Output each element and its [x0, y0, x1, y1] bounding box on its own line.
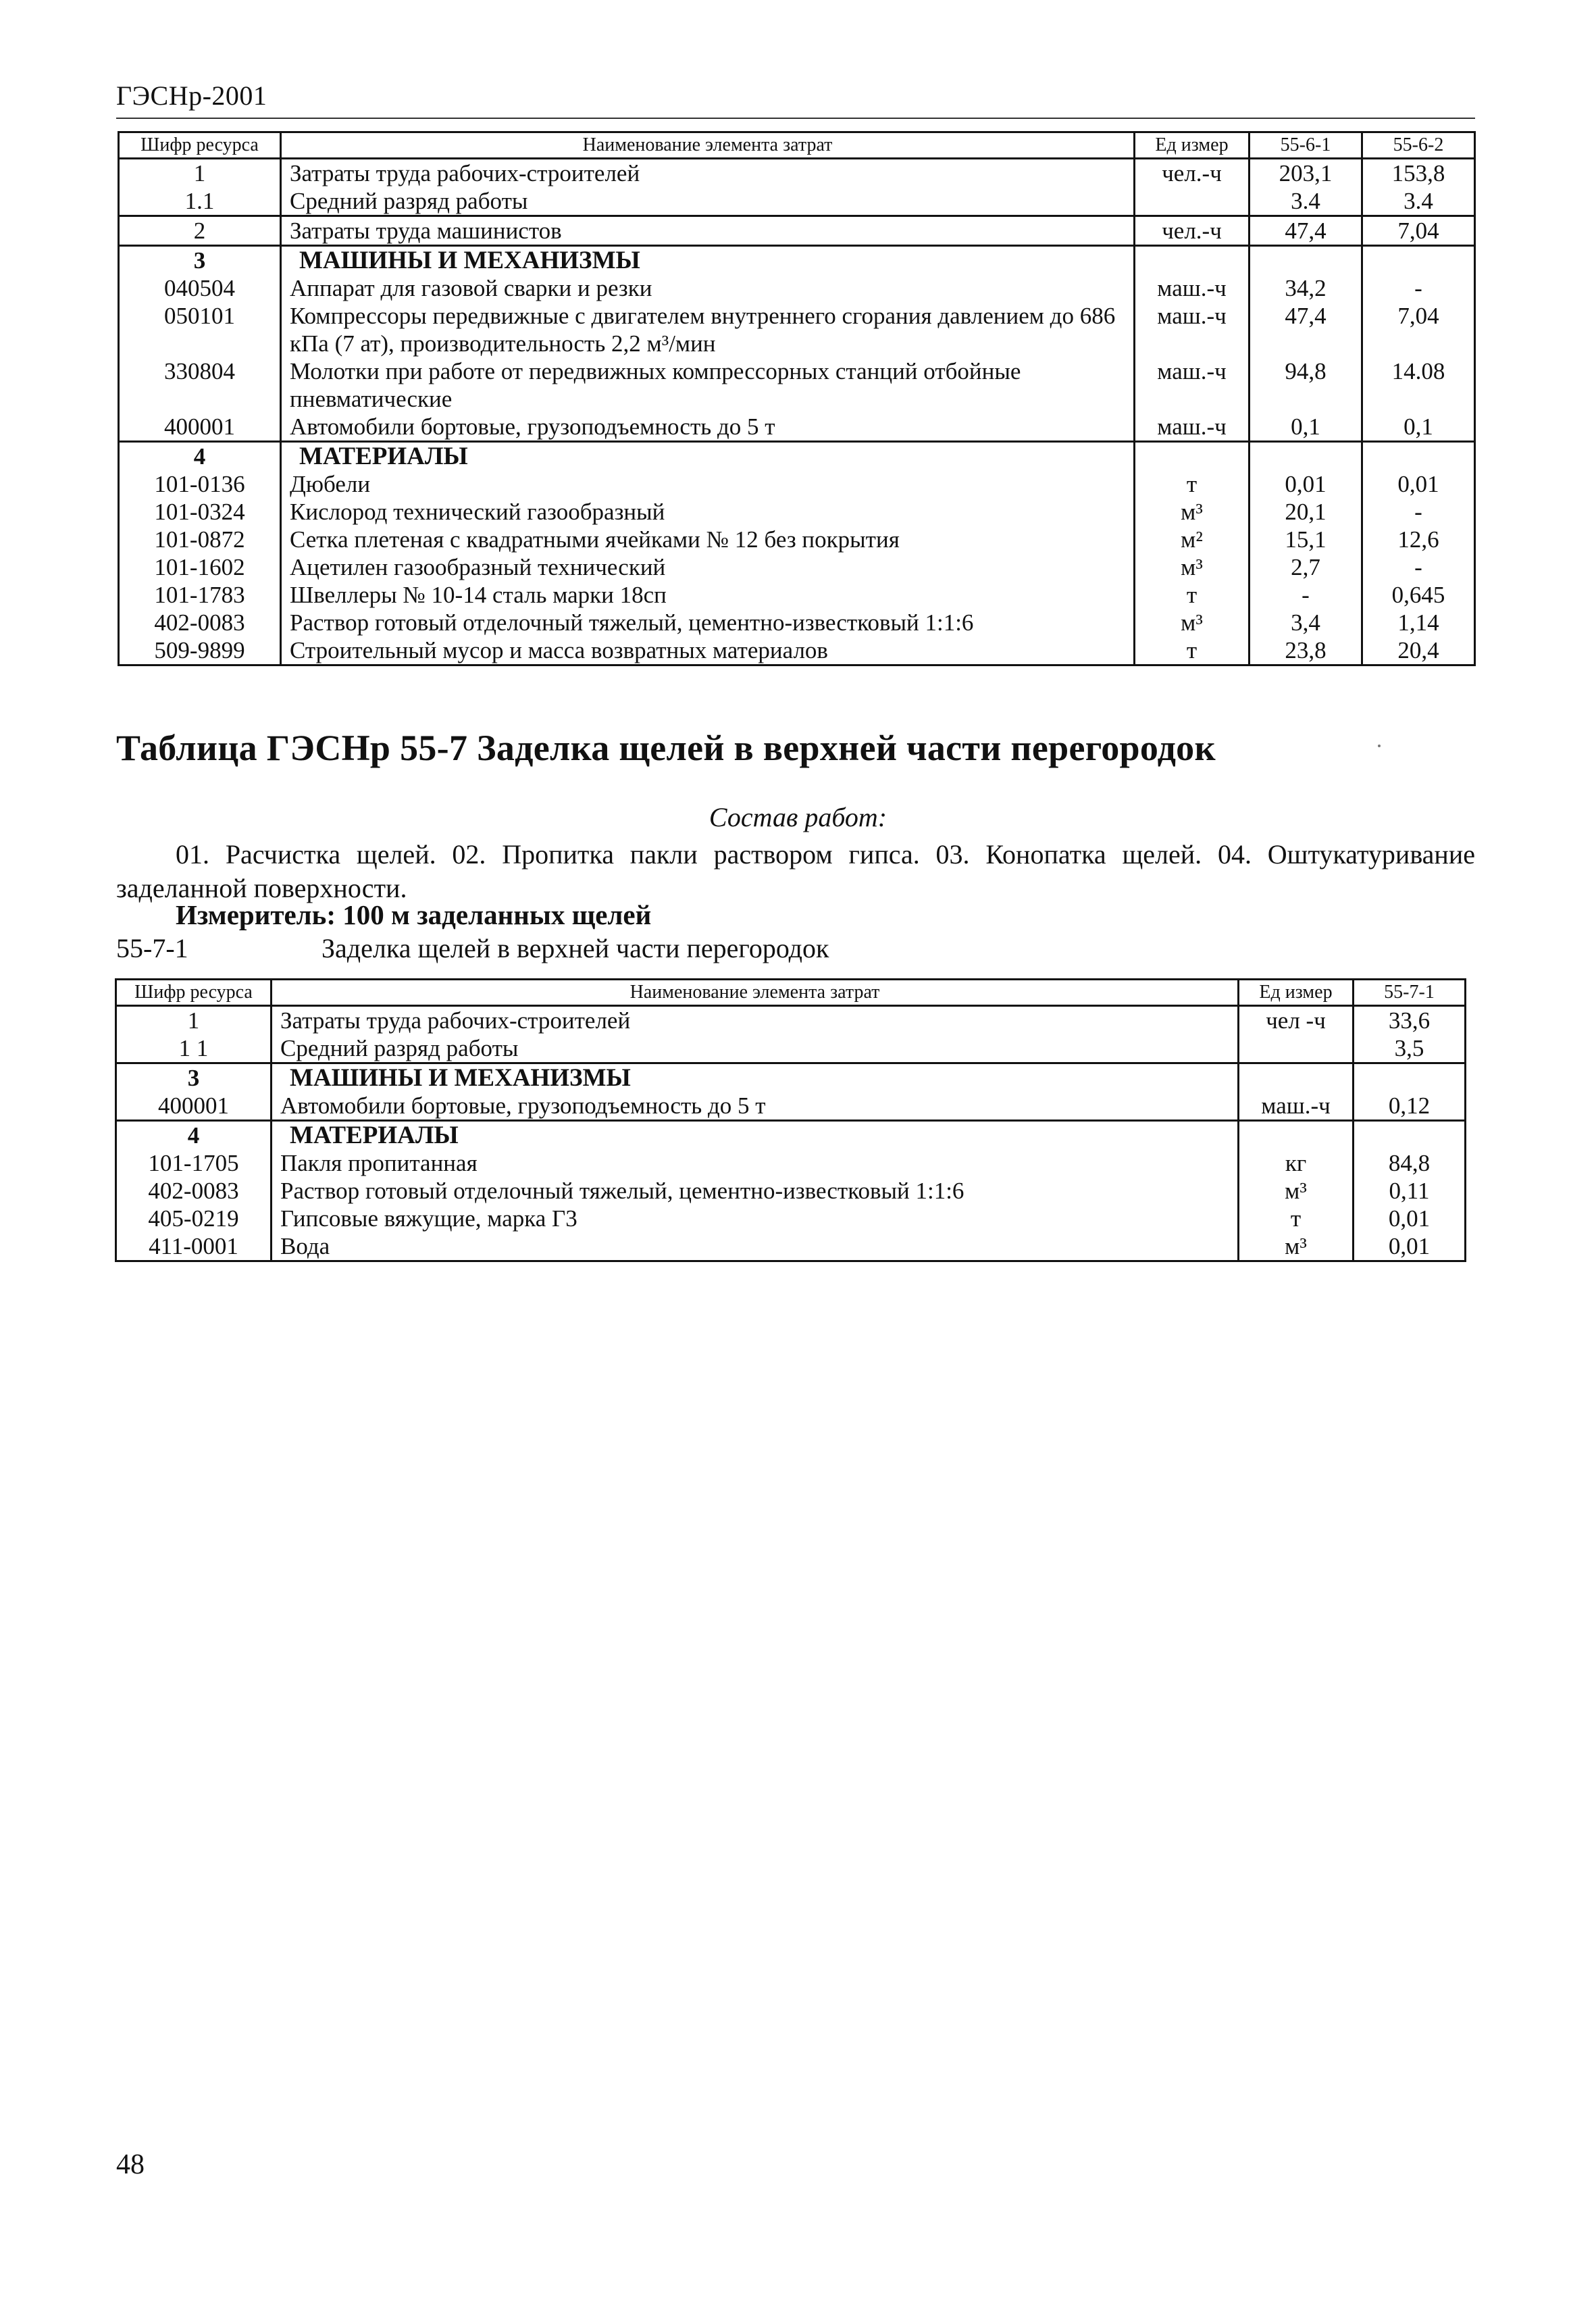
resource-unit — [1239, 1063, 1354, 1092]
resource-code: 2 — [119, 216, 281, 246]
resource-value-1: 84,8 — [1354, 1149, 1466, 1177]
section-row-machines — [119, 246, 1475, 275]
resource-unit — [1239, 1034, 1354, 1063]
table-row — [119, 470, 1475, 498]
resource-value-2: 0,645 — [1362, 581, 1475, 609]
resource-unit: маш.-ч — [1135, 274, 1250, 302]
resource-value-2: - — [1362, 498, 1475, 526]
resource-name: Компрессоры передвижные с двигателем внутреннего сгорания давлением до 686 кПа (7 ат), производительность 2,2 м³/мин — [281, 302, 1135, 357]
resource-code: 050101 — [119, 302, 281, 357]
resource-value-1: 2,7 — [1250, 553, 1362, 581]
resource-value-2: 12,6 — [1362, 526, 1475, 553]
resource-unit: маш.-ч — [1135, 357, 1250, 413]
section-row-materials — [119, 442, 1475, 471]
resource-value-1: 34,2 — [1250, 274, 1362, 302]
resource-unit: м³ — [1135, 553, 1250, 581]
resource-code: 101-0872 — [119, 526, 281, 553]
section-title: МАШИНЫ И МЕХАНИЗМЫ — [272, 1063, 1239, 1092]
resource-value-1 — [1354, 1121, 1466, 1150]
col-header-value-2: 55-6-2 — [1362, 132, 1475, 159]
resource-value-1: 3,5 — [1354, 1034, 1466, 1063]
resource-name: Гипсовые вяжущие, марка Г3 — [272, 1205, 1239, 1232]
col-header-name: Наименование элемента затрат — [281, 132, 1135, 159]
resource-code: 1 — [116, 1006, 272, 1035]
resource-code: 101-1783 — [119, 581, 281, 609]
resource-value-2: - — [1362, 274, 1475, 302]
resource-value-1 — [1250, 246, 1362, 275]
resource-value-1: 0,01 — [1354, 1205, 1466, 1232]
section-title: МАШИНЫ И МЕХАНИЗМЫ — [281, 246, 1135, 275]
resource-value-1 — [1250, 442, 1362, 471]
resource-value-2 — [1362, 246, 1475, 275]
col-header-unit: Ед измер — [1135, 132, 1250, 159]
col-header-name: Наименование элемента затрат — [272, 980, 1239, 1006]
table-row — [119, 187, 1475, 216]
subtable-code: 55-7-1 — [116, 933, 188, 963]
resource-code: 101-1705 — [116, 1149, 272, 1177]
resource-value-2: 153,8 — [1362, 159, 1475, 188]
work-description: 01. Расчистка щелей. 02. Пропитка пакли раствором гипса. 03. Конопатка щелей. 04. Оштукатуривание заделанной поверхности. — [116, 839, 1475, 903]
table-row — [119, 159, 1475, 188]
page-number: 48 — [116, 2149, 145, 2180]
table-row — [116, 1006, 1466, 1035]
resource-name: Средний разряд работы — [281, 187, 1135, 216]
section-row-materials — [116, 1121, 1466, 1150]
resource-value-1: 3.4 — [1250, 187, 1362, 216]
resource-value-1: - — [1250, 581, 1362, 609]
resource-code: 509-9899 — [119, 636, 281, 665]
resource-unit — [1135, 246, 1250, 275]
section-title: МАТЕРИАЛЫ — [272, 1121, 1239, 1150]
resource-value-1: 0,1 — [1250, 413, 1362, 442]
resource-name: Затраты труда рабочих-строителей — [281, 159, 1135, 188]
col-header-code: Шифр ресурса — [116, 980, 272, 1006]
table-row — [116, 1232, 1466, 1261]
measure-unit: Измеритель: 100 м заделанных щелей — [176, 899, 652, 930]
resource-code: 101-1602 — [119, 553, 281, 581]
resource-value-1: 0,01 — [1250, 470, 1362, 498]
resource-value-2: 20,4 — [1362, 636, 1475, 665]
col-header-value-1: 55-7-1 — [1354, 980, 1466, 1006]
resource-name: Швеллеры № 10-14 сталь марки 18сп — [281, 581, 1135, 609]
resource-unit: м³ — [1239, 1177, 1354, 1205]
resource-value-2: 0,01 — [1362, 470, 1475, 498]
resource-name: Вода — [272, 1232, 1239, 1261]
resource-name: Раствор готовый отделочный тяжелый, цементно-известковый 1:1:6 — [272, 1177, 1239, 1205]
col-header-unit: Ед измер — [1239, 980, 1354, 1006]
resource-code: 400001 — [116, 1092, 272, 1121]
col-header-value-1: 55-6-1 — [1250, 132, 1362, 159]
resource-value-2: 3.4 — [1362, 187, 1475, 216]
section-title: МАТЕРИАЛЫ — [281, 442, 1135, 471]
resource-value-1: 203,1 — [1250, 159, 1362, 188]
resource-code: 405-0219 — [116, 1205, 272, 1232]
resource-name: Автомобили бортовые, грузоподъемность до 5 т — [281, 413, 1135, 442]
resource-value-1: 15,1 — [1250, 526, 1362, 553]
resource-unit: м³ — [1239, 1232, 1354, 1261]
table-row — [119, 581, 1475, 609]
resource-unit: т — [1135, 581, 1250, 609]
resource-code: 040504 — [119, 274, 281, 302]
resource-value-2: 1,14 — [1362, 609, 1475, 636]
resource-unit: маш.-ч — [1135, 302, 1250, 357]
resource-value-1 — [1354, 1063, 1466, 1092]
resource-name: Ацетилен газообразный технический — [281, 553, 1135, 581]
resource-code: 4 — [119, 442, 281, 471]
resource-unit: т — [1135, 636, 1250, 665]
resource-unit: м² — [1135, 526, 1250, 553]
table-row — [119, 216, 1475, 246]
table-row — [119, 636, 1475, 665]
resource-name: Аппарат для газовой сварки и резки — [281, 274, 1135, 302]
resource-name: Раствор готовый отделочный тяжелый, цементно-известковый 1:1:6 — [281, 609, 1135, 636]
resource-table-55-6 — [118, 131, 1476, 666]
table-row — [119, 526, 1475, 553]
resource-value-1: 94,8 — [1250, 357, 1362, 413]
resource-name: Кислород технический газообразный — [281, 498, 1135, 526]
table-row — [119, 498, 1475, 526]
resource-value-1: 0,01 — [1354, 1232, 1466, 1261]
resource-code: 402-0083 — [116, 1177, 272, 1205]
resource-unit — [1135, 187, 1250, 216]
resource-code: 101-0136 — [119, 470, 281, 498]
resource-value-2 — [1362, 442, 1475, 471]
resource-value-2: 0,1 — [1362, 413, 1475, 442]
resource-code: 400001 — [119, 413, 281, 442]
resource-value-1: 23,8 — [1250, 636, 1362, 665]
table-row — [119, 302, 1475, 357]
resource-unit: чел.-ч — [1135, 159, 1250, 188]
resource-unit: маш.-ч — [1135, 413, 1250, 442]
resource-unit: кг — [1239, 1149, 1354, 1177]
resource-name: Затраты труда машинистов — [281, 216, 1135, 246]
resource-unit: чел.-ч — [1135, 216, 1250, 246]
resource-value-1: 0,12 — [1354, 1092, 1466, 1121]
resource-unit — [1239, 1121, 1354, 1150]
resource-unit: маш.-ч — [1239, 1092, 1354, 1121]
resource-code: 1 1 — [116, 1034, 272, 1063]
resource-value-1: 47,4 — [1250, 216, 1362, 246]
work-heading: Состав работ: — [709, 802, 887, 832]
resource-code: 1.1 — [119, 187, 281, 216]
resource-code: 1 — [119, 159, 281, 188]
header-rule — [116, 118, 1475, 119]
resource-code: 101-0324 — [119, 498, 281, 526]
table-row — [119, 357, 1475, 413]
resource-code: 3 — [116, 1063, 272, 1092]
resource-name: Строительный мусор и масса возвратных материалов — [281, 636, 1135, 665]
col-header-code: Шифр ресурса — [119, 132, 281, 159]
table-row — [116, 1177, 1466, 1205]
resource-table-55-7 — [115, 978, 1466, 1262]
table-header-row — [116, 980, 1466, 1006]
resource-value-2: - — [1362, 553, 1475, 581]
table-row — [116, 1034, 1466, 1063]
resource-value-1: 0,11 — [1354, 1177, 1466, 1205]
subtable-name: Заделка щелей в верхней части перегородок — [321, 933, 829, 963]
resource-value-2: 7,04 — [1362, 302, 1475, 357]
resource-value-1: 3,4 — [1250, 609, 1362, 636]
resource-name: Молотки при работе от передвижных компрессорных станций отбойные пневматические — [281, 357, 1135, 413]
resource-value-2: 7,04 — [1362, 216, 1475, 246]
resource-name: Дюбели — [281, 470, 1135, 498]
section-row-machines — [116, 1063, 1466, 1092]
resource-unit: м³ — [1135, 609, 1250, 636]
table-header-row — [119, 132, 1475, 159]
resource-unit: м³ — [1135, 498, 1250, 526]
resource-value-1: 33,6 — [1354, 1006, 1466, 1035]
resource-unit: чел -ч — [1239, 1006, 1354, 1035]
resource-code: 330804 — [119, 357, 281, 413]
scan-speck — [1378, 745, 1381, 747]
resource-name: Средний разряд работы — [272, 1034, 1239, 1063]
running-title: ГЭСНр-2001 — [116, 80, 267, 111]
resource-name: Пакля пропитанная — [272, 1149, 1239, 1177]
table-row — [119, 274, 1475, 302]
table-row — [119, 609, 1475, 636]
resource-code: 411-0001 — [116, 1232, 272, 1261]
table-row — [116, 1149, 1466, 1177]
resource-code: 3 — [119, 246, 281, 275]
resource-value-1: 47,4 — [1250, 302, 1362, 357]
resource-value-2: 14.08 — [1362, 357, 1475, 413]
resource-unit: т — [1135, 470, 1250, 498]
resource-name: Сетка плетеная с квадратными ячейками № 12 без покрытия — [281, 526, 1135, 553]
table-row — [116, 1092, 1466, 1121]
resource-code: 4 — [116, 1121, 272, 1150]
table-row — [119, 413, 1475, 442]
table-row — [116, 1205, 1466, 1232]
resource-name: Затраты труда рабочих-строителей — [272, 1006, 1239, 1035]
resource-code: 402-0083 — [119, 609, 281, 636]
resource-unit: т — [1239, 1205, 1354, 1232]
table-row — [119, 553, 1475, 581]
resource-unit — [1135, 442, 1250, 471]
resource-value-1: 20,1 — [1250, 498, 1362, 526]
resource-name: Автомобили бортовые, грузоподъемность до 5 т — [272, 1092, 1239, 1121]
table-title: Таблица ГЭСНр 55-7 Заделка щелей в верхней части перегородок — [116, 728, 1216, 768]
